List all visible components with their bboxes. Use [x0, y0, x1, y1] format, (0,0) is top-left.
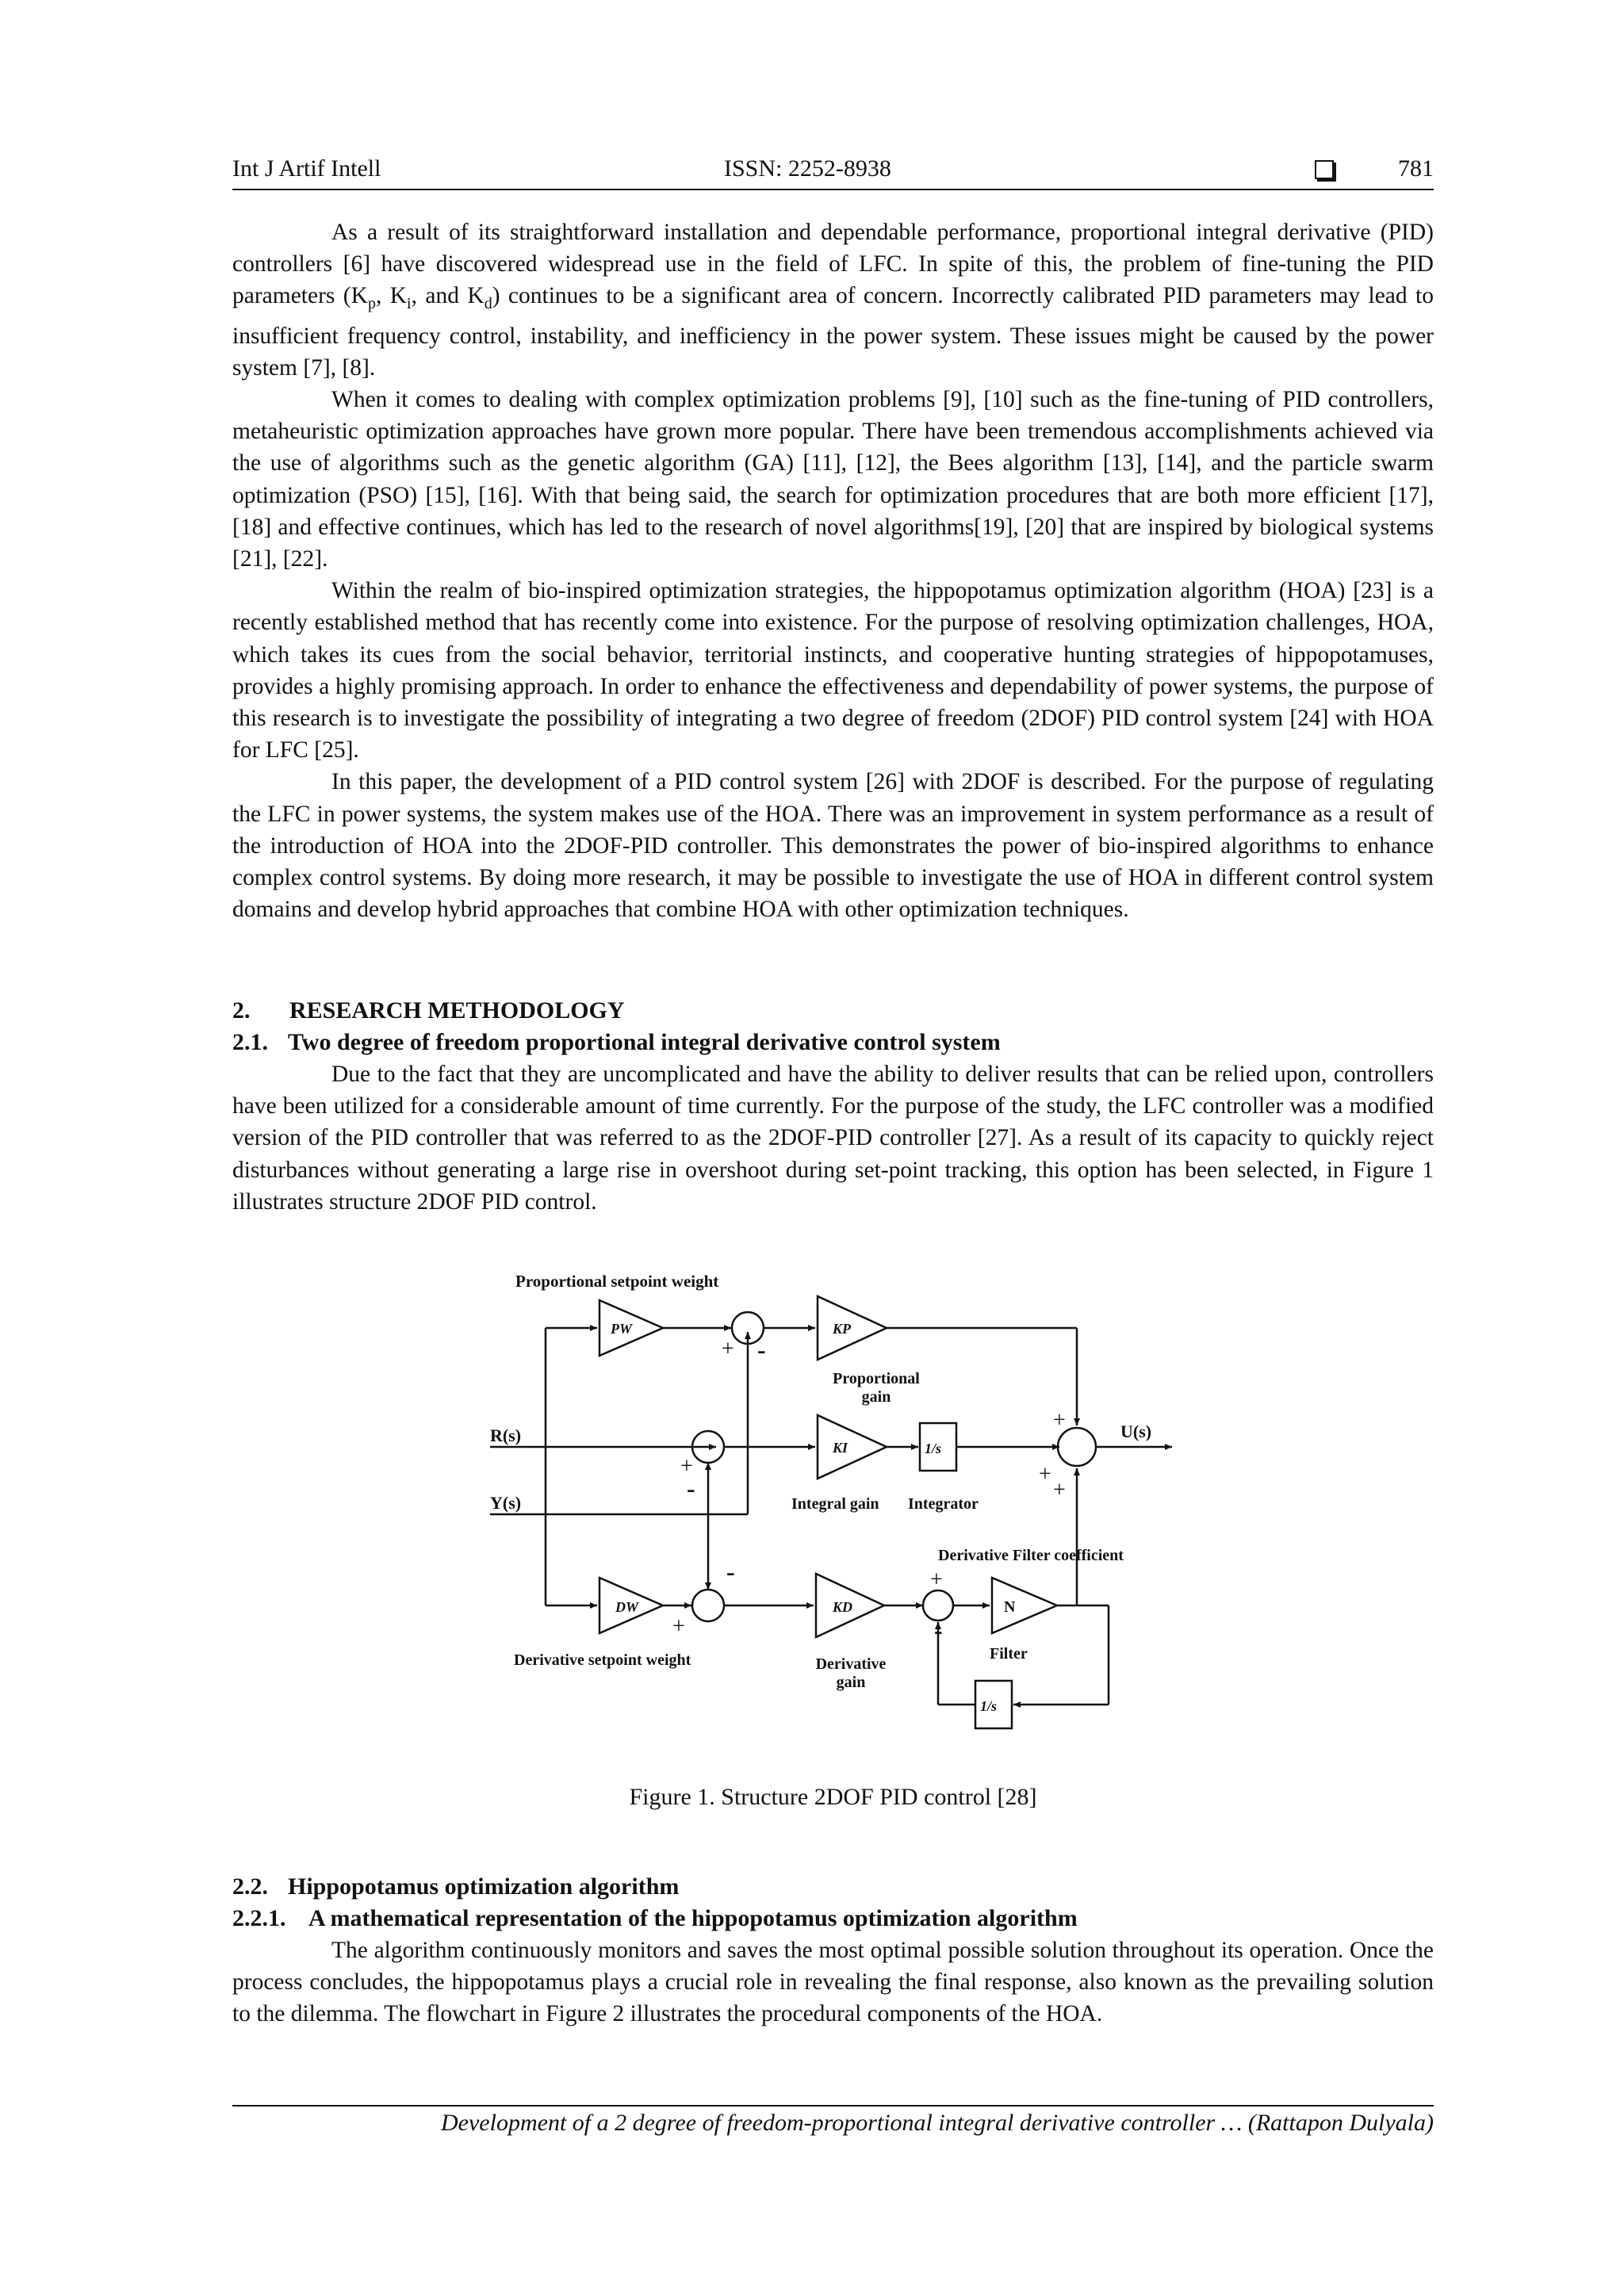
label-filter: Filter — [990, 1645, 1028, 1663]
label-u-s: U(s) — [1120, 1422, 1152, 1441]
label-y-s: Y(s) — [490, 1493, 522, 1513]
label-ki: KI — [833, 1440, 848, 1456]
section-2-1-heading — [232, 1027, 1001, 1058]
block-diagram-svg — [490, 1272, 1172, 1740]
section-2-2-heading — [232, 1871, 679, 1903]
sign-out-plus-left: + — [1039, 1462, 1051, 1487]
intro-paragraph-4: In this paper, the development of a PID control system [26] with 2DOF is described. For the purpose of regulating the LFC in power systems, the system makes use of the HOA. There was an improvement in system performance as a result of the introduction of HOA into the 2DOF-PID controller. This demonstrates the power of bio-inspired algorithms to enhance complex control systems. By doing more research, it may be possible to investigate the use of HOA in different control system domains and develop hybrid approaches that combine HOA with other optimization techniques. — [232, 769, 1434, 923]
label-proportional-gain-1: Proportional — [833, 1370, 920, 1387]
page-header — [232, 155, 1434, 190]
section-title: Two degree of freedom proportional integral derivative control system — [288, 1029, 1001, 1055]
sign-d-minus: - — [726, 1557, 735, 1586]
sign-d-plus: + — [672, 1614, 685, 1639]
label-kp: KP — [833, 1321, 852, 1337]
section-number: 2.2.1. — [232, 1905, 286, 1931]
label-dw: DW — [615, 1599, 639, 1615]
sum-derivative — [692, 1590, 724, 1621]
label-pw: PW — [611, 1321, 632, 1337]
n-block — [992, 1578, 1057, 1633]
issn: ISSN: 2252-8938 — [724, 155, 891, 182]
section-2-2-1-heading — [232, 1903, 1078, 1934]
sign-f-minus: - — [934, 1616, 943, 1644]
label-integrator-block: 1/s — [925, 1441, 942, 1456]
label-filter-integrator-block: 1/s — [980, 1698, 998, 1714]
sign-i-minus: - — [687, 1474, 695, 1502]
section-number: 2.2. — [232, 1873, 268, 1900]
sum-output — [1058, 1428, 1096, 1466]
section-2-1-text — [232, 1058, 1434, 1218]
intro-paragraph-1: As a result of its straightforward installation and dependable performance, proportional integral derivative (PID) controllers [6] have discovered widespread use in the field of LFC. In spite of this, the problem of fine-tuning the PID parameters ($K_p$, $K_i$, and $K_d$) continues to be a significant area of concern. Incorrectly calibrated PID parameters may lead to insufficient frequency control, instability, and inefficiency in the power system. These issues might be caused by the power system [7], [8]. — [232, 220, 1434, 381]
sign-p-plus: + — [722, 1337, 734, 1361]
page-footer — [232, 2105, 1434, 2137]
sign-f-plus: + — [930, 1567, 943, 1592]
figure-1-block-diagram — [490, 1272, 1172, 1740]
section-2-heading — [232, 995, 625, 1027]
label-derivative-setpoint-weight: Derivative setpoint weight — [514, 1651, 691, 1669]
section-number: 2. — [232, 997, 251, 1024]
label-kd: KD — [833, 1599, 853, 1615]
sign-p-minus: - — [757, 1335, 766, 1364]
intro-paragraph-2: When it comes to dealing with complex optimization problems [9], [10] such as the fine-tuning of PID controllers, metaheuristic optimization approaches have grown more popular. There have been tremendous accomplishments achieved via the use of algorithms such as the genetic algorithm (GA) [11], [12], the Bees algorithm [13], [14], and the particle swarm optimization (PSO) [15], [16]. With that being said, the search for optimization procedures that are both more efficient [17], [18] and effective continues, which has led to the research of novel algorithms[19], [20] that are inspired by biological systems [21], [22]. — [232, 386, 1434, 572]
intro-paragraph-3: Within the realm of bio-inspired optimization strategies, the hippopotamus optimization algorithm (HOA) [23] is a recently established method that has recently come into existence. For the purpose of resolving optimization challenges, HOA, which takes its cues from the social behavior, territorial instincts, and cooperative hunting strategies of hippopotamuses, provides a highly promising approach. In order to enhance the effectiveness and dependability of power systems, the purpose of this research is to investigate the possibility of integrating a two degree of freedom (2DOF) PID control system [24] with HOA for LFC [25]. — [232, 578, 1434, 763]
label-proportional-gain-2: gain — [861, 1388, 891, 1406]
section-title: A mathematical representation of the hippopotamus optimization algorithm — [308, 1905, 1078, 1931]
ki-block — [818, 1415, 887, 1479]
label-integral-gain: Integral gain — [791, 1495, 879, 1513]
section-2-1-paragraph: Due to the fact that they are uncomplicated and have the ability to deliver results that can be relied upon, controllers have been utilized for a considerable amount of time currently. For the purpose of the study, the LFC controller was a modified version of the PID controller that was referred to as the 2DOF-PID controller [27]. As a result of its capacity to quickly reject disturbances without generating a large rise in overshoot during set-point tracking, this option has been selected, in Figure 1 illustrates structure 2DOF PID control. — [232, 1062, 1434, 1215]
section-2-2-1-paragraph: The algorithm continuously monitors and saves the most optimal possible solution throughout its operation. Once the process concludes, the hippopotamus plays a crucial role in revealing the final response, also known as the prevailing solution to the dilemma. The flowchart in Figure 2 illustrates the procedural components of the HOA. — [232, 1938, 1434, 2027]
label-r-s: R(s) — [490, 1425, 522, 1445]
journal-name: Int J Artif Intell — [232, 155, 381, 182]
label-derivative-filter-coefficient: Derivative Filter coefficient — [938, 1547, 1124, 1564]
section-2-2-1-text — [232, 1934, 1434, 2030]
checkbox-square-icon — [1315, 160, 1334, 179]
intro-text — [232, 216, 1434, 925]
figure-1-caption: Figure 1. Structure 2DOF PID control [28] — [629, 1784, 1037, 1810]
label-n: N — [1004, 1598, 1016, 1616]
section-title: Hippopotamus optimization algorithm — [288, 1873, 680, 1900]
sign-out-plus-top: + — [1053, 1408, 1066, 1433]
label-prop-setpoint-weight: Proportional setpoint weight — [515, 1272, 719, 1291]
label-derivative-gain-2: gain — [836, 1674, 866, 1691]
section-number: 2.1. — [232, 1029, 268, 1055]
page-number: 781 — [1398, 155, 1434, 182]
running-title: Development of a 2 degree of freedom-proportional integral derivative controller … (Rattapon Dulyala) — [441, 2110, 1434, 2136]
label-integrator: Integrator — [908, 1495, 979, 1513]
label-derivative-gain-1: Derivative — [815, 1655, 887, 1673]
section-title: RESEARCH METHODOLOGY — [289, 997, 625, 1024]
kp-block — [818, 1296, 887, 1360]
sign-i-plus: + — [680, 1454, 693, 1479]
sign-out-plus-bottom: + — [1053, 1478, 1066, 1502]
